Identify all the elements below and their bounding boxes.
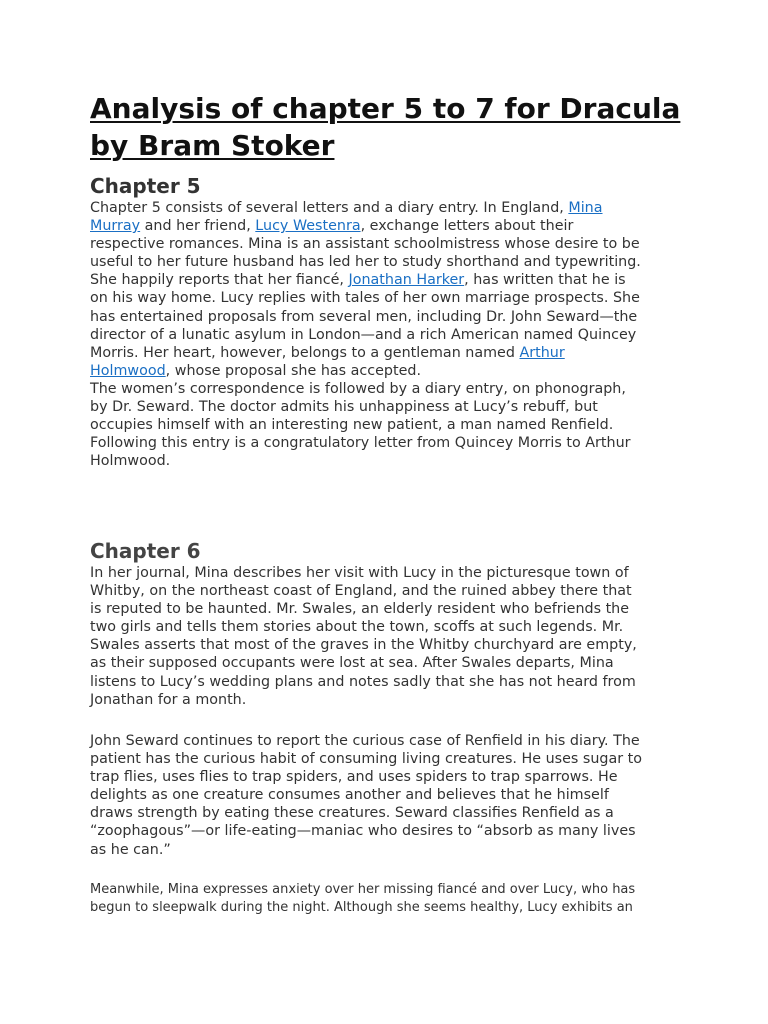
text-run: on his way home. Lucy replies with tales of her own marriage prospects. She xyxy=(90,290,640,307)
text-run: Morris. Her heart, however, belongs to a gentleman named xyxy=(90,344,520,361)
text-line: Following this entry is a congratulatory letter from Quincey Morris to Arthur xyxy=(90,435,631,452)
character-link[interactable]: Jonathan Harker xyxy=(348,272,465,289)
character-link[interactable]: Murray xyxy=(90,218,141,235)
character-link[interactable]: Mina xyxy=(568,200,603,216)
text-line xyxy=(90,253,680,271)
text-run: , exchange letters about their xyxy=(360,218,574,235)
text-line: Swales asserts that most of the graves in the Whitby churchyard are empty, xyxy=(90,637,637,654)
text-run: , has written that he is xyxy=(464,272,626,289)
text-line: begun to sleepwalk during the night. Although she seems healthy, Lucy exhibits an xyxy=(90,899,633,915)
text-line: Holmwood. xyxy=(90,453,171,470)
text-line: is reputed to be haunted. Mr. Swales, an elderly resident who befriends the xyxy=(90,601,630,618)
text-line xyxy=(90,326,680,344)
chapter-5-paragraph-2 xyxy=(90,380,680,470)
text-line xyxy=(90,235,680,253)
text-run: respective romances. Mina is an assistant schoolmistress whose desire to be xyxy=(90,236,640,253)
text-line: by Dr. Seward. The doctor admits his unhappiness at Lucy’s rebuff, but xyxy=(90,399,598,416)
text-run: She happily reports that her fiancé, xyxy=(90,272,349,289)
text-line xyxy=(90,199,680,217)
text-line: occupies himself with an interesting new patient, a man named Renfield. xyxy=(90,417,614,434)
chapter-5-paragraph-1 xyxy=(90,199,680,380)
text-line: draws strength by eating these creatures. Seward classifies Renfield as a xyxy=(90,805,614,822)
text-line: as he can.” xyxy=(90,841,171,858)
text-line: listens to Lucy’s wedding plans and notes sadly that she has not heard from xyxy=(90,673,636,690)
text-line xyxy=(90,271,680,289)
character-link[interactable]: Lucy Westenra xyxy=(255,218,361,235)
text-line: delights as one creature consumes another and believes that he himself xyxy=(90,787,609,804)
text-run: director of a lunatic asylum in London—and a rich American named Quincey xyxy=(90,326,637,343)
text-line: trap flies, uses flies to trap spiders, and uses spiders to trap sparrows. He xyxy=(90,769,618,786)
chapter-6-paragraph-1 xyxy=(90,564,680,709)
text-line: patient has the curious habit of consuming living creatures. He uses sugar to xyxy=(90,751,643,768)
text-line: Meanwhile, Mina expresses anxiety over her missing fiancé and over Lucy, who has xyxy=(90,882,636,897)
text-line: In her journal, Mina describes her visit with Lucy in the picturesque town of xyxy=(90,565,629,581)
chapter-6-paragraph-2 xyxy=(90,732,680,859)
character-link[interactable]: Holmwood xyxy=(90,362,166,379)
text-line: as their supposed occupants were lost at sea. After Swales departs, Mina xyxy=(90,655,614,672)
text-line: The women’s correspondence is followed by a diary entry, on phonograph, xyxy=(90,381,626,397)
text-run: has entertained proposals from several men, including Dr. John Seward—the xyxy=(90,308,638,325)
document-title xyxy=(90,90,690,164)
text-line: Whitby, on the northeast coast of England, and the ruined abbey there that xyxy=(90,583,632,600)
text-run: and her friend, xyxy=(140,218,256,235)
text-line xyxy=(90,217,680,235)
text-line xyxy=(90,289,680,307)
text-run: Chapter 5 consists of several letters and a diary entry. In England, xyxy=(90,200,569,216)
text-line xyxy=(90,344,680,362)
text-run: , whose proposal she has accepted. xyxy=(165,362,422,379)
chapter-6-paragraph-3 xyxy=(90,881,680,916)
character-link[interactable]: Arthur xyxy=(519,344,565,361)
text-line: two girls and tells them stories about the town, scoffs at such legends. Mr. xyxy=(90,619,624,636)
text-line xyxy=(90,362,680,380)
text-line: “zoophagous”—or life-eating—maniac who desires to “absorb as many lives xyxy=(90,823,636,840)
text-line: John Seward continues to report the curious case of Renfield in his diary. The xyxy=(90,733,640,749)
text-run: useful to her future husband has led her to study shorthand and typewriting. xyxy=(90,254,641,271)
chapter-5-heading: Chapter 5 xyxy=(90,174,201,198)
title-line: by Bram Stoker xyxy=(90,129,335,162)
text-line: Jonathan for a month. xyxy=(90,691,247,708)
text-line xyxy=(90,308,680,326)
title-line: Analysis of chapter 5 to 7 for Dracula xyxy=(90,92,681,125)
chapter-6-heading: Chapter 6 xyxy=(90,539,201,563)
